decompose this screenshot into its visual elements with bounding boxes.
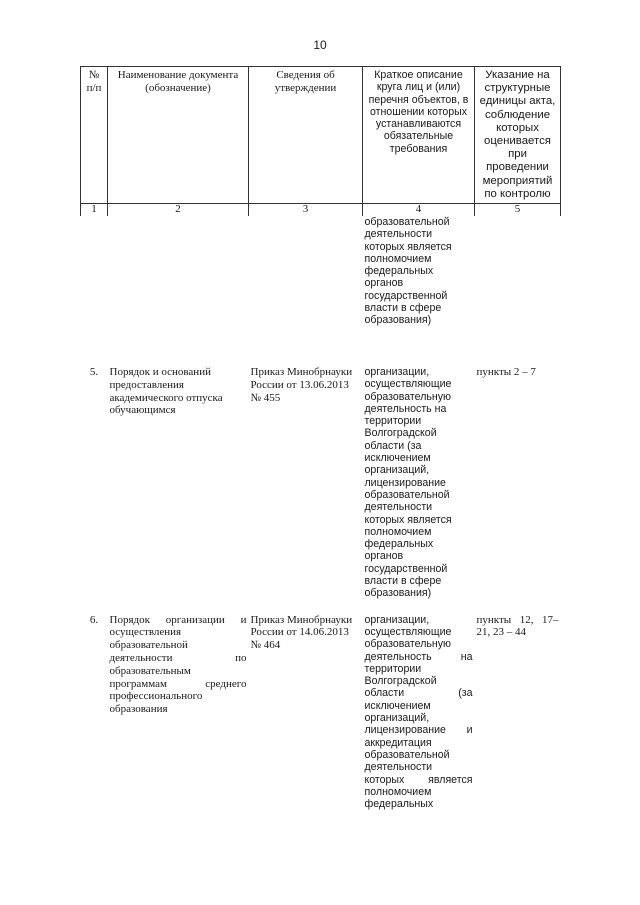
- page-number: 10: [313, 38, 327, 52]
- column-number: 1: [81, 204, 108, 217]
- approval-cell: Приказ Минобрнауки России от 14.06.2013 № 464: [250, 613, 353, 652]
- column-number: 4: [363, 204, 475, 217]
- document-name-cell: Порядок организации и осуществления образовательной деятельности по образовательным программам среднего профессионального образования: [109, 613, 247, 716]
- header-description: Краткое описание круга лиц и (или) перечня объектов, в отношении которых устанавливаются обязательные требования: [363, 67, 475, 204]
- document-name-cell: Порядок и оснований предоставления академического отпуска обучающимся: [109, 366, 223, 417]
- description-cell: организации, осуществляющие образовательную деятельность на территории Волгоградской области (за исключением организаций, лицензирование и аккредитация образовательной деятельности которых является полномочием федеральных: [364, 613, 473, 811]
- column-number: 2: [108, 204, 249, 217]
- column-number: 5: [475, 204, 561, 217]
- structural-units-cell: пункты 12, 17–21, 23 – 44: [476, 613, 559, 639]
- table-header-row: [81, 67, 561, 204]
- row-number: 5.: [89, 366, 99, 378]
- approval-cell: Приказ Минобрнауки России от 13.06.2013 № 455: [250, 366, 353, 404]
- requirements-table: [80, 66, 561, 810]
- column-number: 3: [249, 204, 363, 217]
- row-number: 6.: [89, 613, 99, 626]
- column-number-row: [81, 204, 561, 217]
- continuation-description-cell: образовательной деятельности которых является полномочием федеральных органов государственной власти в сфере образования): [364, 216, 452, 327]
- table-row-continuation: [81, 216, 561, 356]
- table-row: [81, 614, 561, 811]
- structural-units-cell: пункты 2 – 7: [476, 366, 536, 378]
- description-cell: организации, осуществляющие образовательную деятельность на территории Волгоградской области (за исключением организаций, лицензирование образовательной деятельности которых является полномочием федеральных органов государственной власти в сфере образования): [364, 366, 452, 600]
- header-approval: Сведения об утверждении: [249, 67, 363, 204]
- header-number: № п/п: [81, 67, 108, 204]
- table-row: [81, 366, 561, 600]
- header-document-name: Наименование документа (обозначение): [108, 67, 249, 204]
- header-structural-units: Указание на структурные единицы акта, соблюдение которых оценивается при проведении мероприятий по контролю: [475, 67, 561, 204]
